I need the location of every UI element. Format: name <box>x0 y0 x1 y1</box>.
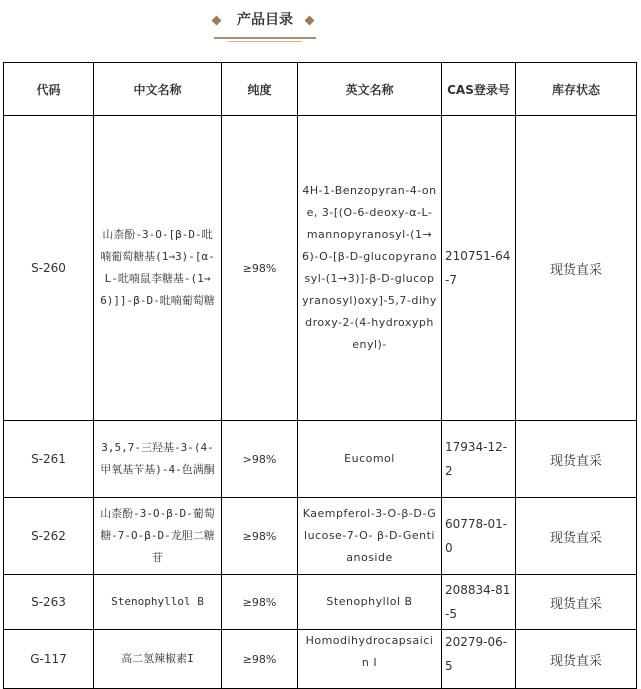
catalog-heading <box>0 0 641 50</box>
table-row <box>4 498 637 575</box>
column-header-stock: 库存状态 <box>516 63 637 116</box>
product-code: S-262 <box>4 498 94 575</box>
product-stock: 现货直采 <box>516 498 637 575</box>
product-code: S-261 <box>4 421 94 498</box>
product-cas: 208834-81-5 <box>442 575 516 630</box>
product-stock: 现货直采 <box>516 421 637 498</box>
table-row <box>4 421 637 498</box>
title-underline <box>214 37 316 39</box>
product-cas: 60778-01-0 <box>442 498 516 575</box>
product-cn-name: 3,5,7-三羟基-3-(4-甲氧基苄基)-4-色满酮 <box>94 421 222 498</box>
column-header-en-name: 英文名称 <box>298 63 442 116</box>
table-header-row <box>4 63 637 116</box>
product-cn-name: 山柰酚-3-O-[β-D-吡喃葡萄糖基(1→3)-[α-L-吡喃鼠李糖基-(1→6)]]-β-D-吡喃葡萄糖 <box>94 116 222 421</box>
product-purity: ≥98% <box>222 116 298 421</box>
product-en-name: 4H-1-Benzopyran-4-one, 3-[(O-6-deoxy-α-L-mannopyranosyl-(1→6)-O-[β-D-glucopyranosyl-(1→3)]-β-D-glucopyranosyl)oxy]-5,7-dihydroxy-2-(4-hydroxyphenyl)- <box>298 116 442 421</box>
product-purity: ≥98% <box>222 575 298 630</box>
product-cn-name: 山柰酚-3-O-β-D-葡萄糖-7-O-β-D-龙胆二糖苷 <box>94 498 222 575</box>
page-title: 产品目录 <box>237 12 293 28</box>
product-table <box>3 62 637 689</box>
column-header-purity: 纯度 <box>222 63 298 116</box>
product-purity: >98% <box>222 421 298 498</box>
product-purity: ≥98% <box>222 630 298 689</box>
product-en-name: Stenophyllol B <box>298 575 442 630</box>
table-row <box>4 575 637 630</box>
product-stock: 现货直采 <box>516 116 637 421</box>
table-row <box>4 116 637 421</box>
product-stock: 现货直采 <box>516 630 637 689</box>
product-cn-name: 高二氢辣椒素I <box>94 630 222 689</box>
column-header-cn-name: 中文名称 <box>94 63 222 116</box>
product-en-name: Eucomol <box>298 421 442 498</box>
product-purity: ≥98% <box>222 498 298 575</box>
product-code: S-260 <box>4 116 94 421</box>
column-header-cas: CAS登录号 <box>442 63 516 116</box>
product-code: S-263 <box>4 575 94 630</box>
title-underline-secondary <box>228 41 302 42</box>
table-row <box>4 630 637 689</box>
column-header-code: 代码 <box>4 63 94 116</box>
product-stock: 现货直采 <box>516 575 637 630</box>
product-cn-name: Stenophyllol B <box>94 575 222 630</box>
product-en-name: Homodihydrocapsaicin I <box>298 630 442 689</box>
product-cas: 210751-64-7 <box>442 116 516 421</box>
product-en-name: Kaempferol-3-O-β-D-Glucose-7-O- β-D-Gentianoside <box>298 498 442 575</box>
product-code: G-117 <box>4 630 94 689</box>
product-cas: 17934-12-2 <box>442 421 516 498</box>
product-cas: 20279-06-5 <box>442 630 516 689</box>
